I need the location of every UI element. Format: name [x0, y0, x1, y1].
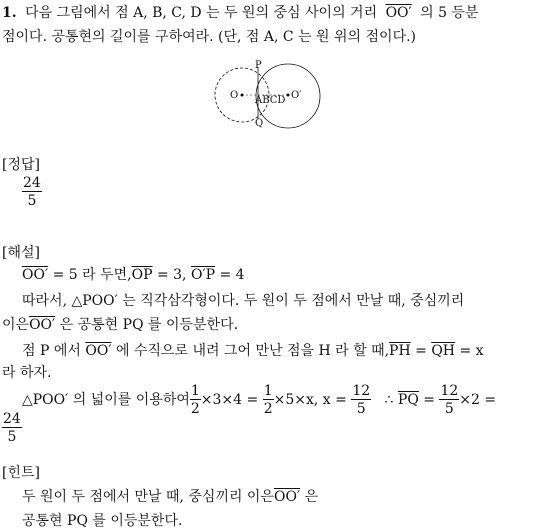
frac-half-num-2: 1 — [263, 383, 273, 399]
sol-l6-c: ×5×x, x = — [273, 392, 347, 408]
result-numerator: 24 — [3, 411, 21, 427]
segment-oo: OO′ — [385, 5, 412, 21]
point-o — [241, 94, 244, 97]
problem-text-line-2: 점이다. 공통현의 길이를 구하여라. (단, 점 A, C 는 원 위의 점이다.) — [2, 29, 416, 45]
frac-pq-den: 5 — [444, 401, 454, 417]
problem-text-line-1 — [2, 6, 479, 20]
answer-denominator: 5 — [27, 193, 37, 209]
sol-l1-d: = 3, — [152, 267, 191, 283]
problem-line1-post: 의 5 등분 — [420, 5, 479, 21]
sol-l6-f: ×2 = — [459, 392, 497, 408]
seg-pq: $\overline{PQ}$ — [397, 392, 419, 408]
label-p: P — [255, 60, 262, 71]
frac-half-den-2: 2 — [263, 401, 273, 417]
frac-x-den: 5 — [356, 401, 366, 417]
problem-line1-pre: 다음 그림에서 점 A, B, C, D 는 두 원의 중심 사이의 거리 — [25, 5, 378, 21]
sol-l4-c: 에 수직으로 내려 그어 만난 점을 H 라 할 때, — [111, 343, 390, 359]
label-o-prime: O′ — [291, 90, 302, 101]
seg-oo-3: OO′ — [85, 343, 112, 359]
solution-line-6 — [22, 384, 496, 416]
label-q: Q — [255, 118, 264, 129]
sol-l6-a: △POO′ 의 넓이를 이용하여 — [22, 392, 190, 408]
answer-fraction — [22, 176, 42, 208]
sol-l3-a: 이은 — [2, 317, 30, 333]
answer-numerator: 24 — [23, 175, 41, 191]
sol-l6-e: = — [418, 392, 435, 408]
hint-l1-a: 두 원이 두 점에서 만날 때, 중심끼리 이은 — [22, 489, 274, 505]
sol-l1-f: = 4 — [215, 267, 245, 283]
hint-line-2: 공통현 PQ 를 이등분한다. — [22, 513, 183, 529]
sol-l6-b: ×3×4 = — [200, 392, 259, 408]
point-o-prime — [287, 94, 290, 97]
seg-oo-2: OO′ — [29, 317, 56, 333]
therefore-symbol: ∴ — [384, 392, 394, 408]
answer-header: [정답] — [2, 157, 40, 173]
hint-l1-c: 은 — [300, 489, 319, 505]
seg-oo-1: OO′ — [22, 267, 49, 283]
hint-header: [힌트] — [2, 465, 40, 481]
seg-oo-hint: OO′ — [274, 489, 301, 505]
frac-pq-num: 12 — [440, 383, 459, 399]
solution-line-4 — [22, 344, 484, 358]
label-abcd: ABCD — [255, 95, 286, 106]
solution-line-2: 따라서, △POO′ 는 직각삼각형이다. 두 원이 두 점에서 만날 때, 중심끼리 — [22, 293, 465, 309]
seg-op: $\overline{OP}$ — [131, 267, 153, 283]
solution-line-1 — [22, 268, 245, 282]
label-o: O — [230, 90, 239, 101]
solution-line-5: 라 하자. — [2, 365, 52, 381]
sol-l4-a: 점 P 에서 — [22, 343, 81, 359]
seg-qh: $\overline{QH}$ — [431, 343, 456, 359]
hint-line-1 — [22, 490, 318, 504]
sol-l4-g: = x — [455, 343, 484, 359]
result-denominator: 5 — [7, 429, 17, 445]
problem-number: 1. — [2, 5, 17, 21]
solution-result — [2, 412, 22, 444]
frac-half-num-1: 1 — [190, 383, 200, 399]
frac-x-num: 12 — [352, 383, 371, 399]
two-circles-figure — [208, 58, 328, 132]
solution-line-3 — [2, 318, 238, 332]
frac-half-den-1: 2 — [190, 401, 200, 417]
sol-l1-b: = 5 라 두면, — [48, 267, 132, 283]
solution-header: [해설] — [2, 245, 40, 261]
seg-ph: $\overline{PH}$ — [389, 343, 411, 359]
sol-l4-e: = — [410, 343, 432, 359]
seg-o2p: O′P — [190, 267, 216, 283]
sol-l3-c: 은 공통현 PQ 를 이등분한다. — [55, 317, 239, 333]
